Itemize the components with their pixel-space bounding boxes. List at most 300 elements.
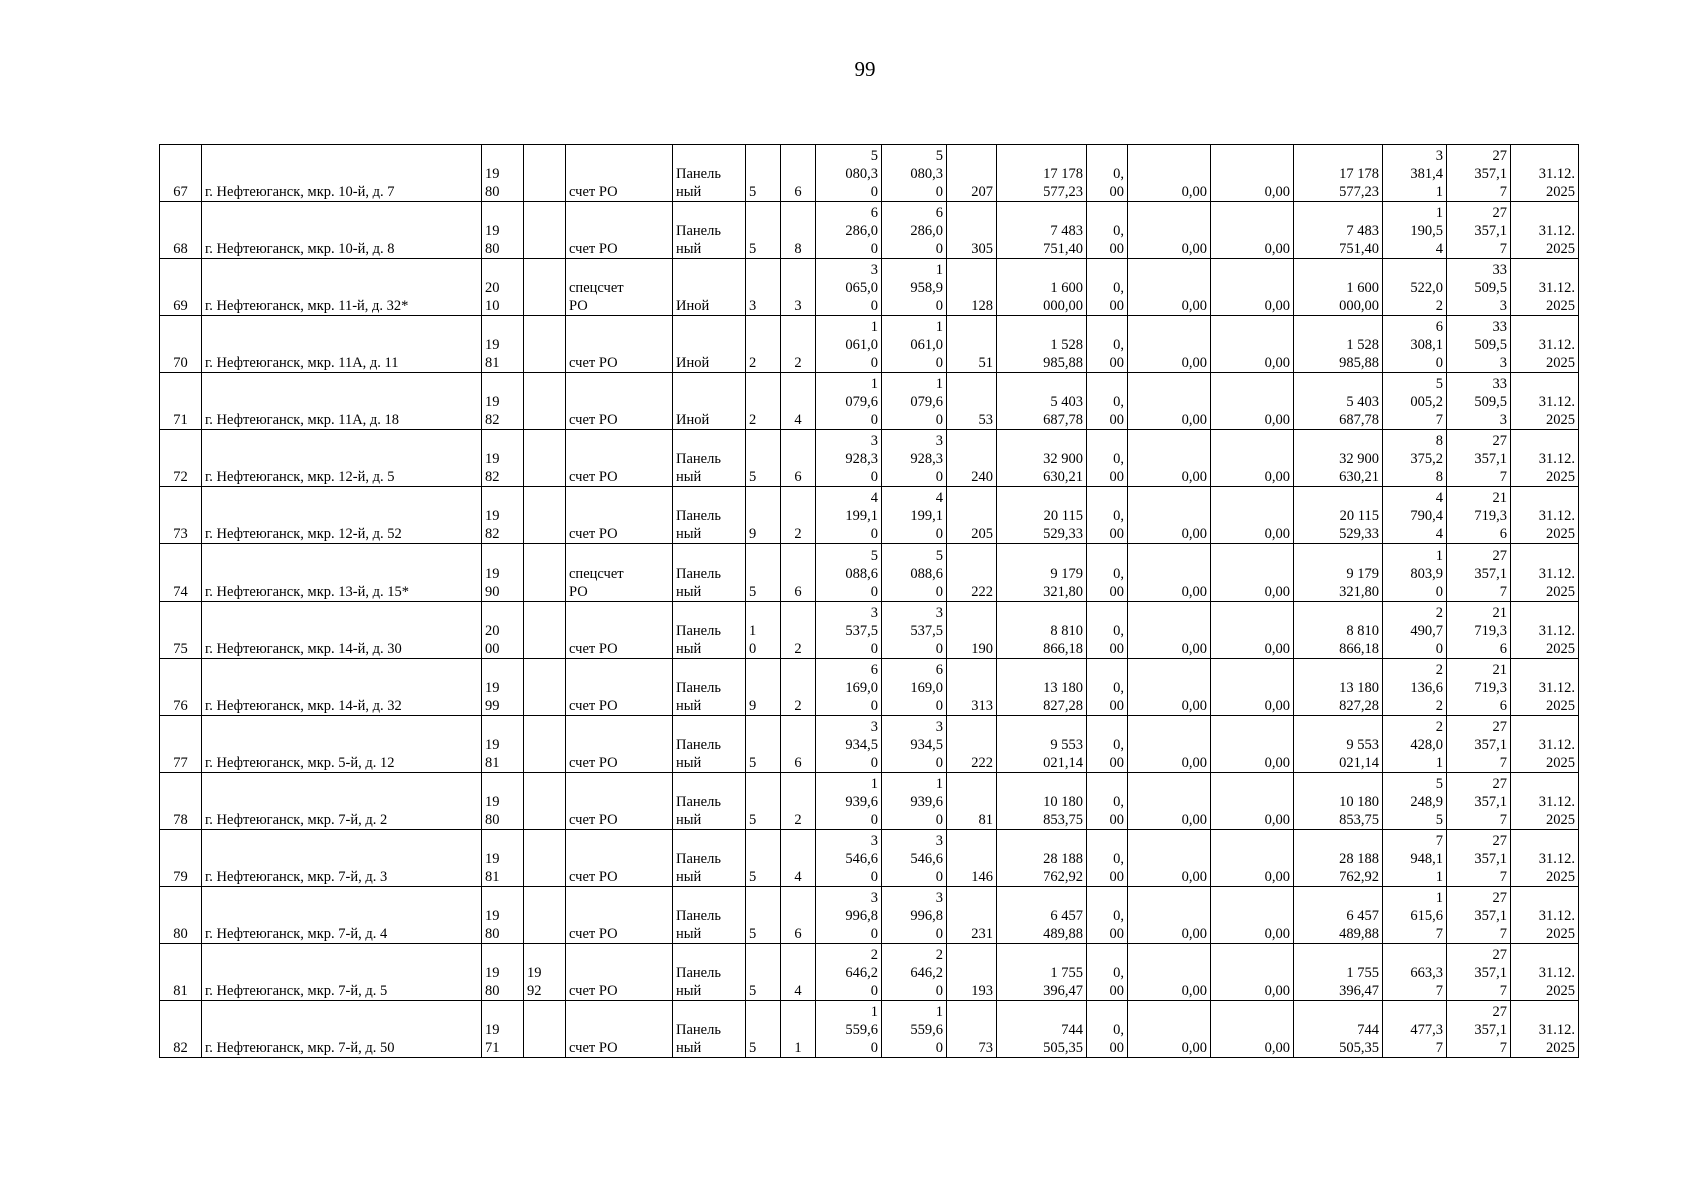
residents-cell: 73 [947, 1000, 997, 1057]
budget-cost-cell: 0,00 [1128, 544, 1211, 601]
row-number: 72 [160, 430, 202, 487]
year-built-cell: 20 10 [482, 259, 524, 316]
wall-material-cell: Панель ный [673, 886, 746, 943]
owners-cost-cell: 9 179 321,80 [1294, 544, 1383, 601]
limit-per-m2-cell: 27 357,1 7 [1447, 145, 1511, 202]
year-repair-cell [524, 202, 566, 259]
table-row [160, 430, 1579, 487]
floors-cell: 5 [746, 886, 781, 943]
budget-cost-cell: 0,00 [1128, 943, 1211, 1000]
total-area-cell: 2 646,2 0 [816, 943, 882, 1000]
year-built-cell: 19 80 [482, 772, 524, 829]
address-cell: г. Нефтеюганск, мкр. 5-й, д. 12 [202, 715, 482, 772]
cost-per-m2-cell: 2 428,0 1 [1383, 715, 1447, 772]
page-number: 99 [854, 57, 876, 81]
deadline-cell: 31.12. 2025 [1511, 829, 1579, 886]
budget-cost-cell: 0,00 [1128, 145, 1211, 202]
total-cost-cell: 1 755 396,47 [997, 943, 1087, 1000]
year-built-cell: 19 80 [482, 145, 524, 202]
cost-per-m2-cell: 477,3 7 [1383, 1000, 1447, 1057]
entrances-cell: 3 [781, 259, 816, 316]
limit-per-m2-cell: 33 509,5 3 [1447, 316, 1511, 373]
entrances-cell: 6 [781, 145, 816, 202]
table-row [160, 715, 1579, 772]
wall-material-cell: Иной [673, 373, 746, 430]
deadline-cell: 31.12. 2025 [1511, 487, 1579, 544]
row-number: 70 [160, 316, 202, 373]
budget-cost-cell: 0,00 [1128, 601, 1211, 658]
total-cost-cell: 13 180 827,28 [997, 658, 1087, 715]
budget-cost-cell: 0,00 [1128, 772, 1211, 829]
entrances-cell: 4 [781, 829, 816, 886]
table-row [160, 487, 1579, 544]
fund-cost-cell: 0, 00 [1087, 886, 1128, 943]
fund-cost-cell: 0, 00 [1087, 202, 1128, 259]
limit-per-m2-cell: 21 719,3 6 [1447, 487, 1511, 544]
address-cell: г. Нефтеюганск, мкр. 11-й, д. 32* [202, 259, 482, 316]
fund-method-cell: счет РО [566, 316, 673, 373]
owners-cost-cell: 1 528 985,88 [1294, 316, 1383, 373]
budget-cost-cell: 0,00 [1128, 259, 1211, 316]
fund-cost-cell: 0, 00 [1087, 316, 1128, 373]
entrances-cell: 2 [781, 772, 816, 829]
fund-cost-cell: 0, 00 [1087, 487, 1128, 544]
table-row [160, 202, 1579, 259]
local-cost-cell: 0,00 [1211, 145, 1294, 202]
address-cell: г. Нефтеюганск, мкр. 7-й, д. 2 [202, 772, 482, 829]
local-cost-cell: 0,00 [1211, 658, 1294, 715]
total-area-cell: 3 065,0 0 [816, 259, 882, 316]
living-area-cell: 3 996,8 0 [882, 886, 947, 943]
cost-per-m2-cell: 3 381,4 1 [1383, 145, 1447, 202]
year-built-cell: 19 80 [482, 886, 524, 943]
year-repair-cell [524, 373, 566, 430]
local-cost-cell: 0,00 [1211, 373, 1294, 430]
address-cell: г. Нефтеюганск, мкр. 13-й, д. 15* [202, 544, 482, 601]
owners-cost-cell: 20 115 529,33 [1294, 487, 1383, 544]
budget-cost-cell: 0,00 [1128, 373, 1211, 430]
budget-cost-cell: 0,00 [1128, 202, 1211, 259]
wall-material-cell: Панель ный [673, 943, 746, 1000]
limit-per-m2-cell: 33 509,5 3 [1447, 373, 1511, 430]
owners-cost-cell: 32 900 630,21 [1294, 430, 1383, 487]
floors-cell: 9 [746, 487, 781, 544]
year-repair-cell [524, 259, 566, 316]
year-built-cell: 19 90 [482, 544, 524, 601]
table-row [160, 316, 1579, 373]
wall-material-cell: Иной [673, 316, 746, 373]
deadline-cell: 31.12. 2025 [1511, 259, 1579, 316]
wall-material-cell: Панель ный [673, 487, 746, 544]
floors-cell: 5 [746, 145, 781, 202]
year-built-cell: 19 81 [482, 715, 524, 772]
table-row [160, 259, 1579, 316]
cost-per-m2-cell: 1 190,5 4 [1383, 202, 1447, 259]
total-cost-cell: 6 457 489,88 [997, 886, 1087, 943]
floors-cell: 2 [746, 373, 781, 430]
total-area-cell: 5 080,3 0 [816, 145, 882, 202]
total-cost-cell: 9 179 321,80 [997, 544, 1087, 601]
fund-method-cell: спецсчет РО [566, 544, 673, 601]
residents-cell: 128 [947, 259, 997, 316]
fund-method-cell: счет РО [566, 373, 673, 430]
budget-cost-cell: 0,00 [1128, 316, 1211, 373]
total-cost-cell: 744 505,35 [997, 1000, 1087, 1057]
wall-material-cell: Панель ный [673, 772, 746, 829]
local-cost-cell: 0,00 [1211, 1000, 1294, 1057]
owners-cost-cell: 17 178 577,23 [1294, 145, 1383, 202]
total-area-cell: 3 537,5 0 [816, 601, 882, 658]
residents-cell: 205 [947, 487, 997, 544]
row-number: 71 [160, 373, 202, 430]
total-area-cell: 6 286,0 0 [816, 202, 882, 259]
table-row [160, 829, 1579, 886]
fund-method-cell: спецсчет РО [566, 259, 673, 316]
total-area-cell: 1 559,6 0 [816, 1000, 882, 1057]
deadline-cell: 31.12. 2025 [1511, 145, 1579, 202]
owners-cost-cell: 9 553 021,14 [1294, 715, 1383, 772]
local-cost-cell: 0,00 [1211, 202, 1294, 259]
deadline-cell: 31.12. 2025 [1511, 430, 1579, 487]
total-area-cell: 4 199,1 0 [816, 487, 882, 544]
year-built-cell: 19 99 [482, 658, 524, 715]
fund-cost-cell: 0, 00 [1087, 544, 1128, 601]
year-built-cell: 20 00 [482, 601, 524, 658]
wall-material-cell: Иной [673, 259, 746, 316]
entrances-cell: 4 [781, 373, 816, 430]
year-built-cell: 19 82 [482, 373, 524, 430]
address-cell: г. Нефтеюганск, мкр. 14-й, д. 32 [202, 658, 482, 715]
residents-cell: 207 [947, 145, 997, 202]
address-cell: г. Нефтеюганск, мкр. 11А, д. 18 [202, 373, 482, 430]
owners-cost-cell: 6 457 489,88 [1294, 886, 1383, 943]
year-repair-cell [524, 145, 566, 202]
table-row [160, 544, 1579, 601]
living-area-cell: 1 559,6 0 [882, 1000, 947, 1057]
local-cost-cell: 0,00 [1211, 715, 1294, 772]
total-area-cell: 5 088,6 0 [816, 544, 882, 601]
table-row [160, 943, 1579, 1000]
row-number: 80 [160, 886, 202, 943]
table-row [160, 373, 1579, 430]
entrances-cell: 2 [781, 487, 816, 544]
living-area-cell: 3 546,6 0 [882, 829, 947, 886]
residents-cell: 240 [947, 430, 997, 487]
owners-cost-cell: 28 188 762,92 [1294, 829, 1383, 886]
total-area-cell: 3 934,5 0 [816, 715, 882, 772]
cost-per-m2-cell: 6 308,1 0 [1383, 316, 1447, 373]
floors-cell: 5 [746, 1000, 781, 1057]
deadline-cell: 31.12. 2025 [1511, 658, 1579, 715]
fund-method-cell: счет РО [566, 1000, 673, 1057]
entrances-cell: 6 [781, 715, 816, 772]
living-area-cell: 5 080,3 0 [882, 145, 947, 202]
residents-cell: 190 [947, 601, 997, 658]
residents-cell: 222 [947, 715, 997, 772]
fund-cost-cell: 0, 00 [1087, 943, 1128, 1000]
fund-cost-cell: 0, 00 [1087, 658, 1128, 715]
living-area-cell: 4 199,1 0 [882, 487, 947, 544]
total-cost-cell: 8 810 866,18 [997, 601, 1087, 658]
floors-cell: 5 [746, 943, 781, 1000]
address-cell: г. Нефтеюганск, мкр. 12-й, д. 52 [202, 487, 482, 544]
year-repair-cell [524, 601, 566, 658]
living-area-cell: 1 061,0 0 [882, 316, 947, 373]
limit-per-m2-cell: 27 357,1 7 [1447, 430, 1511, 487]
year-built-cell: 19 82 [482, 487, 524, 544]
year-repair-cell [524, 658, 566, 715]
fund-cost-cell: 0, 00 [1087, 259, 1128, 316]
living-area-cell: 1 958,9 0 [882, 259, 947, 316]
row-number: 69 [160, 259, 202, 316]
floors-cell: 1 0 [746, 601, 781, 658]
entrances-cell: 2 [781, 601, 816, 658]
year-built-cell: 19 82 [482, 430, 524, 487]
entrances-cell: 4 [781, 943, 816, 1000]
address-cell: г. Нефтеюганск, мкр. 7-й, д. 5 [202, 943, 482, 1000]
budget-cost-cell: 0,00 [1128, 829, 1211, 886]
table-row [160, 601, 1579, 658]
year-built-cell: 19 81 [482, 829, 524, 886]
floors-cell: 3 [746, 259, 781, 316]
floors-cell: 9 [746, 658, 781, 715]
total-area-cell: 6 169,0 0 [816, 658, 882, 715]
row-number: 74 [160, 544, 202, 601]
deadline-cell: 31.12. 2025 [1511, 544, 1579, 601]
local-cost-cell: 0,00 [1211, 544, 1294, 601]
floors-cell: 5 [746, 202, 781, 259]
wall-material-cell: Панель ный [673, 601, 746, 658]
budget-cost-cell: 0,00 [1128, 886, 1211, 943]
owners-cost-cell: 1 600 000,00 [1294, 259, 1383, 316]
cost-per-m2-cell: 5 248,9 5 [1383, 772, 1447, 829]
budget-cost-cell: 0,00 [1128, 715, 1211, 772]
fund-cost-cell: 0, 00 [1087, 772, 1128, 829]
deadline-cell: 31.12. 2025 [1511, 943, 1579, 1000]
fund-method-cell: счет РО [566, 202, 673, 259]
living-area-cell: 6 286,0 0 [882, 202, 947, 259]
cost-per-m2-cell: 5 005,2 7 [1383, 373, 1447, 430]
total-cost-cell: 17 178 577,23 [997, 145, 1087, 202]
budget-cost-cell: 0,00 [1128, 658, 1211, 715]
year-repair-cell [524, 1000, 566, 1057]
floors-cell: 5 [746, 772, 781, 829]
address-cell: г. Нефтеюганск, мкр. 11А, д. 11 [202, 316, 482, 373]
deadline-cell: 31.12. 2025 [1511, 886, 1579, 943]
year-repair-cell [524, 715, 566, 772]
cost-per-m2-cell: 8 375,2 8 [1383, 430, 1447, 487]
limit-per-m2-cell: 27 357,1 7 [1447, 1000, 1511, 1057]
limit-per-m2-cell: 27 357,1 7 [1447, 943, 1511, 1000]
entrances-cell: 6 [781, 430, 816, 487]
total-area-cell: 1 061,0 0 [816, 316, 882, 373]
fund-cost-cell: 0, 00 [1087, 373, 1128, 430]
table-body [160, 145, 1579, 1058]
fund-method-cell: счет РО [566, 772, 673, 829]
cost-per-m2-cell: 663,3 7 [1383, 943, 1447, 1000]
owners-cost-cell: 13 180 827,28 [1294, 658, 1383, 715]
address-cell: г. Нефтеюганск, мкр. 14-й, д. 30 [202, 601, 482, 658]
row-number: 75 [160, 601, 202, 658]
fund-method-cell: счет РО [566, 145, 673, 202]
fund-method-cell: счет РО [566, 715, 673, 772]
entrances-cell: 8 [781, 202, 816, 259]
floors-cell: 2 [746, 316, 781, 373]
fund-method-cell: счет РО [566, 886, 673, 943]
wall-material-cell: Панель ный [673, 544, 746, 601]
total-cost-cell: 5 403 687,78 [997, 373, 1087, 430]
fund-cost-cell: 0, 00 [1087, 1000, 1128, 1057]
limit-per-m2-cell: 21 719,3 6 [1447, 658, 1511, 715]
address-cell: г. Нефтеюганск, мкр. 10-й, д. 8 [202, 202, 482, 259]
living-area-cell: 3 934,5 0 [882, 715, 947, 772]
living-area-cell: 3 537,5 0 [882, 601, 947, 658]
owners-cost-cell: 5 403 687,78 [1294, 373, 1383, 430]
limit-per-m2-cell: 33 509,5 3 [1447, 259, 1511, 316]
deadline-cell: 31.12. 2025 [1511, 772, 1579, 829]
year-repair-cell [524, 829, 566, 886]
floors-cell: 5 [746, 430, 781, 487]
residents-cell: 222 [947, 544, 997, 601]
wall-material-cell: Панель ный [673, 829, 746, 886]
living-area-cell: 5 088,6 0 [882, 544, 947, 601]
row-number: 81 [160, 943, 202, 1000]
local-cost-cell: 0,00 [1211, 943, 1294, 1000]
residents-cell: 81 [947, 772, 997, 829]
living-area-cell: 1 079,6 0 [882, 373, 947, 430]
wall-material-cell: Панель ный [673, 715, 746, 772]
cost-per-m2-cell: 2 136,6 2 [1383, 658, 1447, 715]
year-repair-cell [524, 886, 566, 943]
limit-per-m2-cell: 27 357,1 7 [1447, 544, 1511, 601]
total-cost-cell: 20 115 529,33 [997, 487, 1087, 544]
limit-per-m2-cell: 27 357,1 7 [1447, 772, 1511, 829]
living-area-cell: 2 646,2 0 [882, 943, 947, 1000]
fund-method-cell: счет РО [566, 430, 673, 487]
local-cost-cell: 0,00 [1211, 487, 1294, 544]
cost-per-m2-cell: 1 615,6 7 [1383, 886, 1447, 943]
local-cost-cell: 0,00 [1211, 601, 1294, 658]
total-area-cell: 1 079,6 0 [816, 373, 882, 430]
fund-cost-cell: 0, 00 [1087, 430, 1128, 487]
address-cell: г. Нефтеюганск, мкр. 7-й, д. 4 [202, 886, 482, 943]
floors-cell: 5 [746, 715, 781, 772]
table-row [160, 886, 1579, 943]
local-cost-cell: 0,00 [1211, 886, 1294, 943]
wall-material-cell: Панель ный [673, 430, 746, 487]
limit-per-m2-cell: 27 357,1 7 [1447, 715, 1511, 772]
floors-cell: 5 [746, 829, 781, 886]
wall-material-cell: Панель ный [673, 658, 746, 715]
fund-cost-cell: 0, 00 [1087, 715, 1128, 772]
total-cost-cell: 1 528 985,88 [997, 316, 1087, 373]
budget-cost-cell: 0,00 [1128, 487, 1211, 544]
deadline-cell: 31.12. 2025 [1511, 202, 1579, 259]
year-built-cell: 19 80 [482, 943, 524, 1000]
entrances-cell: 2 [781, 316, 816, 373]
year-built-cell: 19 80 [482, 202, 524, 259]
entrances-cell: 2 [781, 658, 816, 715]
local-cost-cell: 0,00 [1211, 829, 1294, 886]
cost-per-m2-cell: 522,0 2 [1383, 259, 1447, 316]
total-area-cell: 3 546,6 0 [816, 829, 882, 886]
deadline-cell: 31.12. 2025 [1511, 601, 1579, 658]
residents-cell: 193 [947, 943, 997, 1000]
address-cell: г. Нефтеюганск, мкр. 7-й, д. 50 [202, 1000, 482, 1057]
fund-method-cell: счет РО [566, 943, 673, 1000]
fund-cost-cell: 0, 00 [1087, 145, 1128, 202]
owners-cost-cell: 10 180 853,75 [1294, 772, 1383, 829]
fund-method-cell: счет РО [566, 601, 673, 658]
fund-cost-cell: 0, 00 [1087, 829, 1128, 886]
local-cost-cell: 0,00 [1211, 316, 1294, 373]
entrances-cell: 1 [781, 1000, 816, 1057]
table-row [160, 772, 1579, 829]
year-built-cell: 19 71 [482, 1000, 524, 1057]
residents-cell: 305 [947, 202, 997, 259]
budget-cost-cell: 0,00 [1128, 430, 1211, 487]
table-row [160, 145, 1579, 202]
fund-method-cell: счет РО [566, 487, 673, 544]
row-number: 79 [160, 829, 202, 886]
residents-cell: 146 [947, 829, 997, 886]
cost-per-m2-cell: 2 490,7 0 [1383, 601, 1447, 658]
residents-cell: 313 [947, 658, 997, 715]
address-cell: г. Нефтеюганск, мкр. 7-й, д. 3 [202, 829, 482, 886]
row-number: 67 [160, 145, 202, 202]
residents-cell: 51 [947, 316, 997, 373]
row-number: 73 [160, 487, 202, 544]
deadline-cell: 31.12. 2025 [1511, 373, 1579, 430]
wall-material-cell: Панель ный [673, 145, 746, 202]
year-repair-cell [524, 544, 566, 601]
year-repair-cell [524, 430, 566, 487]
total-cost-cell: 1 600 000,00 [997, 259, 1087, 316]
wall-material-cell: Панель ный [673, 202, 746, 259]
row-number: 77 [160, 715, 202, 772]
living-area-cell: 3 928,3 0 [882, 430, 947, 487]
fund-method-cell: счет РО [566, 658, 673, 715]
total-cost-cell: 32 900 630,21 [997, 430, 1087, 487]
total-cost-cell: 9 553 021,14 [997, 715, 1087, 772]
fund-cost-cell: 0, 00 [1087, 601, 1128, 658]
floors-cell: 5 [746, 544, 781, 601]
fund-method-cell: счет РО [566, 829, 673, 886]
deadline-cell: 31.12. 2025 [1511, 316, 1579, 373]
residents-cell: 231 [947, 886, 997, 943]
limit-per-m2-cell: 21 719,3 6 [1447, 601, 1511, 658]
total-area-cell: 3 996,8 0 [816, 886, 882, 943]
owners-cost-cell: 8 810 866,18 [1294, 601, 1383, 658]
row-number: 68 [160, 202, 202, 259]
row-number: 82 [160, 1000, 202, 1057]
year-repair-cell [524, 772, 566, 829]
total-cost-cell: 28 188 762,92 [997, 829, 1087, 886]
residents-cell: 53 [947, 373, 997, 430]
table-row [160, 1000, 1579, 1057]
total-area-cell: 1 939,6 0 [816, 772, 882, 829]
year-repair-cell: 19 92 [524, 943, 566, 1000]
entrances-cell: 6 [781, 886, 816, 943]
living-area-cell: 1 939,6 0 [882, 772, 947, 829]
living-area-cell: 6 169,0 0 [882, 658, 947, 715]
local-cost-cell: 0,00 [1211, 259, 1294, 316]
table-row [160, 658, 1579, 715]
year-built-cell: 19 81 [482, 316, 524, 373]
address-cell: г. Нефтеюганск, мкр. 10-й, д. 7 [202, 145, 482, 202]
capital-repair-table [159, 144, 1579, 1058]
cost-per-m2-cell: 4 790,4 4 [1383, 487, 1447, 544]
